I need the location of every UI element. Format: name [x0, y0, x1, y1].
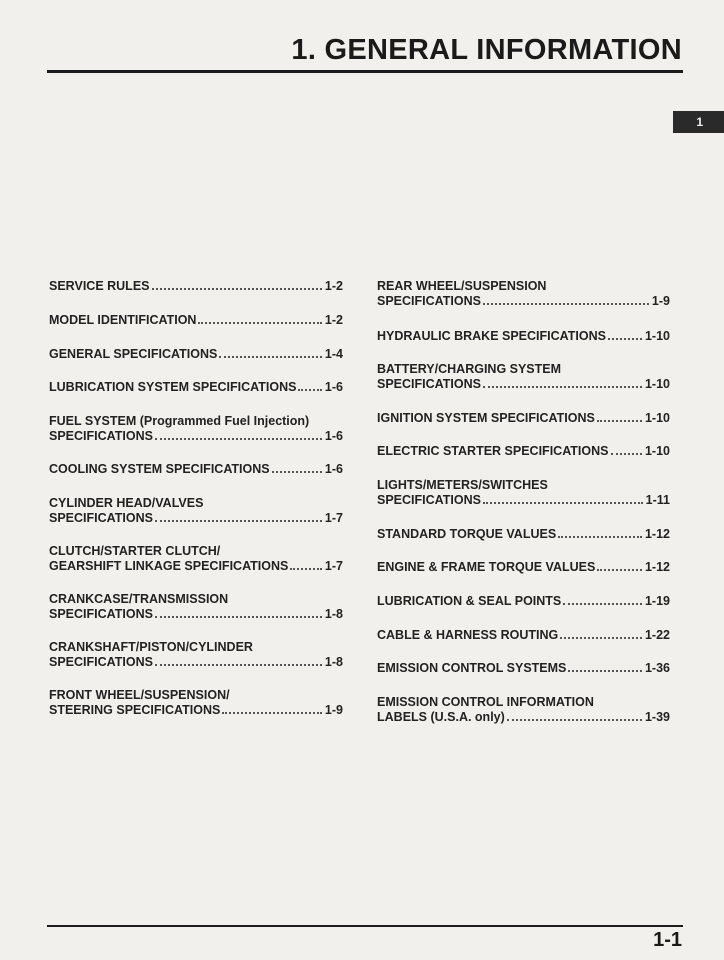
dot-leader	[608, 338, 642, 340]
toc-entry[interactable]	[377, 527, 670, 542]
toc-entry-title: CLUTCH/STARTER CLUTCH/	[49, 544, 221, 558]
toc-entry-page: 1-39	[644, 710, 670, 724]
footer-rule	[47, 925, 683, 927]
toc-entry-title: COOLING SYSTEM SPECIFICATIONS	[49, 462, 270, 476]
dot-leader	[298, 389, 321, 391]
page-number: 1-1	[653, 929, 682, 951]
toc-entry-page: 1-12	[644, 527, 670, 541]
toc-entry-title: GENERAL SPECIFICATIONS	[49, 347, 218, 361]
toc-entry-title: CRANKSHAFT/PISTON/CYLINDER	[49, 640, 253, 654]
dot-leader	[483, 386, 642, 388]
toc-entry[interactable]	[377, 478, 670, 508]
dot-leader	[155, 520, 322, 522]
toc-entry[interactable]	[377, 560, 670, 575]
dot-leader	[611, 453, 642, 455]
toc-entry-title: LUBRICATION SYSTEM SPECIFICATIONS	[49, 380, 297, 394]
toc-entry-title: ENGINE & FRAME TORQUE VALUES	[377, 560, 596, 574]
toc-entry-page: 1-36	[644, 661, 670, 675]
toc-entry-page: 1-4	[324, 347, 343, 361]
toc-entry[interactable]	[49, 414, 343, 444]
page-title: 1. GENERAL INFORMATION	[291, 34, 682, 66]
toc-entry[interactable]	[49, 544, 343, 574]
toc-entry-page: 1-10	[644, 444, 670, 458]
toc-entry-title: CABLE & HARNESS ROUTING	[377, 628, 559, 642]
toc-entry-title: BATTERY/CHARGING SYSTEM	[377, 362, 562, 376]
toc-entry-page: 1-2	[324, 313, 343, 327]
toc-entry-title: FUEL SYSTEM (Programmed Fuel Injection)	[49, 414, 310, 428]
dot-leader	[222, 712, 322, 714]
toc-entry-page: 1-6	[324, 462, 343, 476]
toc-entry[interactable]	[49, 640, 343, 670]
dot-leader	[155, 616, 322, 618]
toc-entry-page: 1-10	[644, 329, 670, 343]
toc-entry-title: EMISSION CONTROL SYSTEMS	[377, 661, 567, 675]
toc-entry[interactable]	[49, 496, 343, 526]
toc-entry[interactable]	[49, 347, 343, 362]
toc-entry-title: FRONT WHEEL/SUSPENSION/	[49, 688, 230, 702]
toc-entry-title: CRANKCASE/TRANSMISSION	[49, 592, 229, 606]
dot-leader	[563, 603, 642, 605]
dot-leader	[198, 322, 321, 324]
toc-entry-title: EMISSION CONTROL INFORMATION	[377, 695, 594, 709]
dot-leader	[568, 670, 642, 672]
toc-entry-page: 1-11	[645, 493, 670, 507]
toc-entry-title: SPECIFICATIONS	[49, 429, 153, 443]
dot-leader	[597, 420, 642, 422]
toc-entry-title: CYLINDER HEAD/VALVES	[49, 496, 204, 510]
toc-entry[interactable]	[49, 279, 343, 294]
title-rule	[47, 70, 683, 73]
toc-entry-page: 1-9	[324, 703, 343, 717]
dot-leader	[219, 356, 322, 358]
toc-entry-page: 1-10	[644, 411, 670, 425]
toc-entry[interactable]	[377, 628, 670, 643]
toc-entry[interactable]	[49, 688, 343, 718]
toc-entry-title: SERVICE RULES	[49, 279, 150, 293]
toc-entry-title: STANDARD TORQUE VALUES	[377, 527, 557, 541]
dot-leader	[152, 288, 322, 290]
toc-entry[interactable]	[377, 362, 670, 392]
toc-entry-page: 1-6	[324, 380, 343, 394]
toc-entry-title: LIGHTS/METERS/SWITCHES	[377, 478, 548, 492]
toc-entry[interactable]	[377, 695, 670, 725]
toc-entry-title: STEERING SPECIFICATIONS	[49, 703, 221, 717]
dot-leader	[272, 471, 322, 473]
toc-entry-page: 1-10	[644, 377, 670, 391]
dot-leader	[507, 719, 642, 721]
toc-entry-title: GEARSHIFT LINKAGE SPECIFICATIONS	[49, 559, 289, 573]
toc-entry-page: 1-12	[644, 560, 670, 574]
dot-leader	[483, 502, 643, 504]
toc-entry[interactable]	[377, 411, 670, 426]
toc-entry[interactable]	[377, 279, 670, 309]
toc-entry-title: IGNITION SYSTEM SPECIFICATIONS	[377, 411, 595, 425]
toc-entry[interactable]	[377, 444, 670, 459]
dot-leader	[558, 536, 642, 538]
dot-leader	[290, 568, 322, 570]
toc-entry-title: MODEL IDENTIFICATION	[49, 313, 197, 327]
dot-leader	[155, 664, 322, 666]
toc-entry-title: ELECTRIC STARTER SPECIFICATIONS	[377, 444, 609, 458]
toc-entry-title: SPECIFICATIONS	[377, 377, 481, 391]
toc-entry-page: 1-8	[324, 655, 343, 669]
toc-entry[interactable]	[49, 462, 343, 477]
dot-leader	[483, 303, 649, 305]
toc-entry-page: 1-19	[644, 594, 670, 608]
toc-entry-page: 1-7	[324, 511, 343, 525]
toc-entry-page: 1-2	[324, 279, 343, 293]
toc-entry-title: SPECIFICATIONS	[377, 493, 481, 507]
toc-entry[interactable]	[377, 594, 670, 609]
toc-entry-title: SPECIFICATIONS	[49, 511, 153, 525]
toc-entry[interactable]	[377, 329, 670, 344]
dot-leader	[597, 569, 642, 571]
toc-entry-page: 1-9	[651, 294, 670, 308]
toc-entry-page: 1-7	[324, 559, 343, 573]
toc-entry-page: 1-22	[644, 628, 670, 642]
toc-entry[interactable]	[49, 380, 343, 395]
toc-entry-title: LABELS (U.S.A. only)	[377, 710, 505, 724]
toc-entry-title: SPECIFICATIONS	[49, 607, 153, 621]
toc-entry-page: 1-6	[324, 429, 343, 443]
dot-leader	[560, 637, 642, 639]
dot-leader	[155, 438, 322, 440]
toc-entry-title: REAR WHEEL/SUSPENSION	[377, 279, 547, 293]
toc-entry-title: HYDRAULIC BRAKE SPECIFICATIONS	[377, 329, 606, 343]
toc-entry[interactable]	[377, 661, 670, 676]
section-tab-marker: 1	[673, 111, 724, 133]
toc-entry-title: SPECIFICATIONS	[377, 294, 481, 308]
toc-entry[interactable]	[49, 592, 343, 622]
toc-entry-title: LUBRICATION & SEAL POINTS	[377, 594, 562, 608]
toc-entry-title: SPECIFICATIONS	[49, 655, 153, 669]
toc-entry-page: 1-8	[324, 607, 343, 621]
toc-entry[interactable]	[49, 313, 343, 328]
